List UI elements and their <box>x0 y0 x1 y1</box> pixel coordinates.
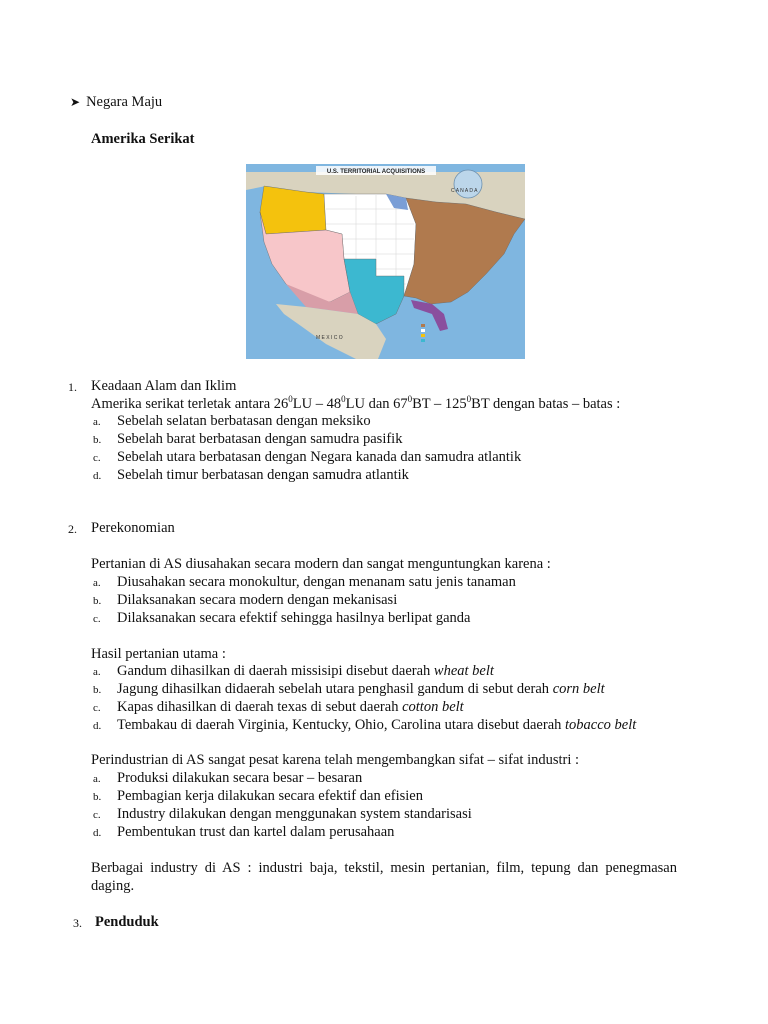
s2-list2-a: Gandum dihasilkan di daerah missisipi disebut daerah wheat belt <box>117 663 494 679</box>
map-title: U.S. TERRITORIAL ACQUISITIONS <box>326 169 426 175</box>
s2-list2-c-marker: c. <box>93 702 101 714</box>
s2-paragraph-2: Hasil pertanian utama : <box>91 646 226 662</box>
map-label-mexico: M E X I C O <box>316 335 343 341</box>
s2-list3-d: Pembentukan trust dan kartel dalam perusahaan <box>117 824 395 840</box>
s1-item-b-marker: b. <box>93 434 102 446</box>
section-1-number: 1. <box>68 380 77 394</box>
s2-list3-a: Produksi dilakukan secara besar – besaran <box>117 770 363 786</box>
bullet-heading: ➤ Negara Maju <box>70 94 163 110</box>
s1-item-b: Sebelah barat berbatasan dengan samudra pasifik <box>117 431 403 447</box>
s1-item-a-marker: a. <box>93 416 101 428</box>
s2-list3-c-marker: c. <box>93 809 101 821</box>
map-label-canada: C A N A D A <box>451 188 478 194</box>
s2-list2-c: Kapas dihasilkan di daerah texas di sebut daerah cotton belt <box>117 699 464 715</box>
s1-item-a: Sebelah selatan berbatasan dengan meksiko <box>117 413 371 429</box>
s2-list1-b-marker: b. <box>93 595 102 607</box>
s2-list3-b-marker: b. <box>93 791 102 803</box>
us-territorial-map <box>246 164 525 359</box>
s2-list1-a-marker: a. <box>93 577 101 589</box>
map-oregon <box>260 186 326 234</box>
section-1-intro: Amerika serikat terletak antara $26^0LU - 48^0LU$ dan $67^0BT - 125^0BT$ dengan batas – batas : <box>91 394 621 412</box>
s2-list3-d-marker: d. <box>93 827 102 839</box>
section-2-number: 2. <box>68 522 77 536</box>
s2-list1-c: Dilaksanakan secara efektif sehingga hasilnya berlipat ganda <box>117 610 471 626</box>
s2-paragraph-4-line-2: daging. <box>91 878 135 894</box>
s2-list1-c-marker: c. <box>93 613 101 625</box>
s2-list3-b: Pembagian kerja dilakukan secara efektif dan efisien <box>117 788 423 804</box>
section-3-heading: Penduduk <box>95 914 159 930</box>
s1-item-c: Sebelah utara berbatasan dengan Negara kanada dan samudra atlantik <box>117 449 522 465</box>
s1-item-d: Sebelah timur berbatasan dengan samudra atlantik <box>117 467 409 483</box>
s2-paragraph-1: Pertanian di AS diusahakan secara modern dan sangat menguntungkan karena : <box>91 556 551 572</box>
s2-list3-c: Industry dilakukan dengan menggunakan system standarisasi <box>117 806 472 822</box>
s2-paragraph-4-line-1: Berbagai industry di AS : industri baja, tekstil, mesin pertanian, film, tepung dan penegmasan <box>91 860 677 876</box>
section-3-number: 3. <box>73 916 82 930</box>
s2-paragraph-3: Perindustrian di AS sangat pesat karena telah mengembangkan sifat – sifat industri : <box>91 752 580 768</box>
s2-list1-b: Dilaksanakan secara modern dengan mekanisasi <box>117 592 398 608</box>
s2-list2-d: Tembakau di daerah Virginia, Kentucky, Ohio, Carolina utara disebut daerah tobacco belt <box>117 717 637 733</box>
s2-list2-d-marker: d. <box>93 720 102 732</box>
s2-list2-b-marker: b. <box>93 684 102 696</box>
section-2-heading: Perekonomian <box>91 520 175 536</box>
s2-list2-b: Jagung dihasilkan didaerah sebelah utara penghasil gandum di sebut derah corn belt <box>117 681 605 697</box>
s2-list3-a-marker: a. <box>93 773 101 785</box>
s1-item-c-marker: c. <box>93 452 101 464</box>
subtitle: Amerika Serikat <box>91 131 195 147</box>
s2-list2-a-marker: a. <box>93 666 101 678</box>
arrow-bullet-icon: ➤ <box>70 95 81 109</box>
section-1-heading: Keadaan Alam dan Iklim <box>91 378 237 394</box>
s2-list1-a: Diusahakan secara monokultur, dengan menanam satu jenis tanaman <box>117 574 516 590</box>
s1-item-d-marker: d. <box>93 470 102 482</box>
